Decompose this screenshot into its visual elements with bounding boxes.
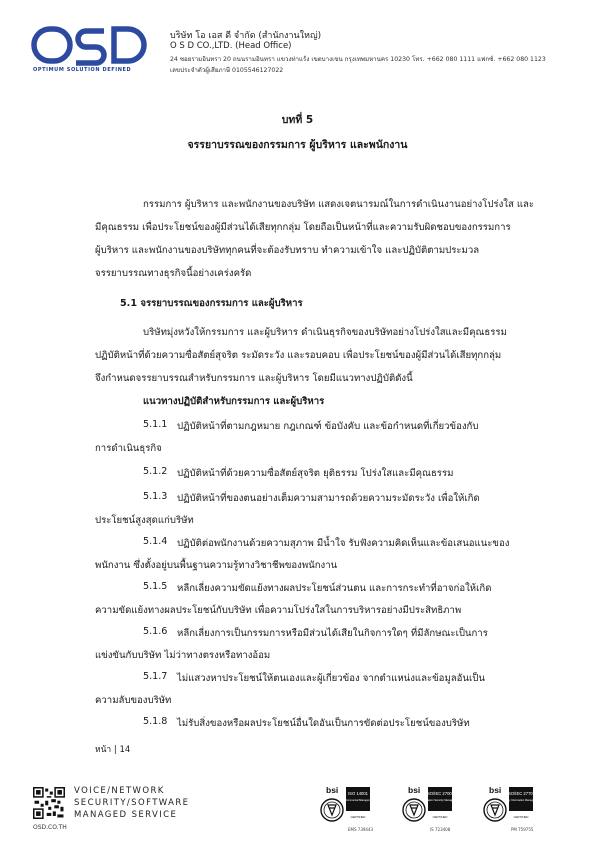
item-number: 5.1.6 (143, 626, 168, 637)
intro-line: มีคุณธรรม เพื่อประโยชน์ของผู้มีส่วนได้เสียทุกกลุ่ม โดยถือเป็นหน้าที่และความรับผิดชอบของกรรมการ (95, 222, 511, 233)
item-number: 5.1.1 (143, 419, 168, 430)
cert-number: PM 759755 (511, 827, 534, 832)
section-para-line: บริษัทมุ่งหวังให้กรรมการ และผู้บริหาร ดำเนินธุรกิจของบริษัทอย่างโปร่งใสและมีคุณธรรม (143, 327, 507, 338)
item-number: 5.1.5 (143, 581, 168, 592)
chapter-title: จรรยาบรรณของกรรมการ ผู้บริหาร และพนักงาน (187, 139, 408, 151)
section-para-line: ปฏิบัติหน้าที่ด้วยความซื่อสัตย์สุจริต ระมัดระวัง และรอบคอบ เพื่อประโยชน์ของผู้มีส่วนได้เสียทุกกลุ่ม (95, 350, 502, 361)
osd-logo (30, 24, 148, 66)
service-line: SECURITY/SOFTWARE (74, 798, 190, 808)
section-para-line: จึงกำหนดจรรยาบรรณสำหรับกรรมการ และผู้บริหาร โดยมีแนวทางปฏิบัติดังนี้ (95, 373, 413, 384)
cert-standard: ISO/IEC 27701 (506, 791, 536, 796)
item-number: 5.1.2 (143, 466, 168, 477)
bsi-kitemark-icon (400, 785, 460, 825)
item-number: 5.1.8 (143, 716, 168, 727)
cert-brand: bsi (408, 785, 421, 795)
website-text: OSD.CO.TH (33, 824, 67, 831)
page-number: หน้า | 14 (95, 745, 131, 755)
company-name-en: O S D CO.,LTD. (Head Office) (170, 41, 292, 51)
item-text: ปฏิบัติหน้าที่ของตนอย่างเต็มความสามารถด้วยความระมัดระวัง เพื่อให้เกิด (177, 493, 480, 504)
item-text-cont: แข่งขันกับบริษัท ไม่ว่าทางตรงหรือทางอ้อม (95, 650, 271, 661)
item-number: 5.1.3 (143, 491, 168, 502)
tax-id: เลขประจำตัวผู้เสียภาษี 0105546127022 (170, 67, 284, 74)
guideline-heading: แนวทางปฏิบัติสำหรับกรรมการ และผู้บริหาร (143, 396, 325, 407)
item-text: หลีกเลี่ยงการเป็นกรรมการหรือมีส่วนได้เสียในกิจการใดๆ ที่มีลักษณะเป็นการ (177, 628, 488, 639)
bsi-kitemark-icon (318, 785, 375, 825)
item-text-cont: การดำเนินธุรกิจ (95, 443, 162, 454)
item-text: ปฏิบัติหน้าที่ด้วยความซื่อสัตย์สุจริต ยุติธรรม โปร่งใสและมีคุณธรรม (177, 468, 454, 479)
item-number: 5.1.7 (143, 671, 168, 682)
cert-certified-label: CERTIFIED (350, 815, 366, 819)
item-text: หลีกเลี่ยงความขัดแย้งทางผลประโยชน์ส่วนตน และการกระทำที่อาจก่อให้เกิด (177, 583, 492, 594)
bsi-kitemark-icon (481, 785, 541, 825)
cert-certified-label: CERTIFIED (432, 815, 448, 819)
item-number: 5.1.4 (143, 536, 168, 547)
item-text: ไม่รับสิ่งของหรือผลประโยชน์อื่นใดอันเป็นการขัดต่อประโยชน์ของบริษัท (177, 718, 470, 729)
qr-code-icon (33, 787, 65, 819)
cert-number: EMS 739443 (348, 827, 374, 832)
item-text: ปฏิบัติต่อพนักงานด้วยความสุภาพ มีน้ำใจ รับฟังความคิดเห็นและข้อเสนอแนะของ (177, 538, 510, 549)
logo-tagline: OPTIMUM SOLUTION DEFINED (33, 67, 132, 73)
intro-line: จรรยาบรรณทางธุรกิจนี้อย่างเคร่งครัด (95, 268, 252, 279)
cert-standard: ISO/IEC 27001 (425, 791, 455, 796)
item-text: ปฏิบัติหน้าที่ตามกฎหมาย กฎเกณฑ์ ข้อบังคับ และข้อกำหนดที่เกี่ยวข้องกับ (177, 421, 479, 432)
item-text: ไม่แสวงหาประโยชน์ให้ตนเองและผู้เกี่ยวข้อง จากตำแหน่งและข้อมูลอันเป็น (177, 673, 485, 684)
service-line: VOICE/NETWORK (74, 786, 165, 796)
cert-brand: bsi (326, 785, 339, 795)
cert-certified-label: CERTIFIED (513, 815, 529, 819)
cert-number: IS 723408 (430, 827, 451, 832)
item-text-cont: ความขัดแย้งทางผลประโยชน์กับบริษัท เพื่อความโปร่งใสในการบริหารอย่างมีประสิทธิภาพ (95, 605, 462, 616)
company-name-th: บริษัท โอ เอส ดี จำกัด (สำนักงานใหญ่) (170, 31, 322, 41)
cert-description: Environmental Management (341, 799, 375, 802)
intro-line: กรรมการ ผู้บริหาร และพนักงานของบริษัท แสดงเจตนารมณ์ในการดำเนินงานอย่างโปร่งใส และ (143, 199, 535, 210)
section-heading: 5.1 จรรยาบรรณของกรรมการ และผู้บริหาร (120, 298, 303, 309)
cert-description: Information Security Management (420, 799, 460, 802)
company-address: 24 ซอยรามอินทรา 20 ถนนรามอินทรา แขวงท่าแร้ง เขตบางเขน กรุงเทพมหานคร 10230 โทร. +662 080 1111 แฟกซ์. +662 080 1123 (170, 56, 546, 63)
cert-standard: ISO 14001 (347, 791, 369, 796)
item-text-cont: ประโยชน์สูงสุดแก่บริษัท (95, 515, 194, 526)
cert-description: Privacy Information Management (501, 799, 541, 802)
intro-line: ผู้บริหาร และพนักงานของบริษัททุกคนที่จะต้องรับทราบ ทำความเข้าใจ และปฏิบัติตามประมวล (95, 245, 480, 256)
chapter-label: บทที่ 5 (281, 114, 314, 126)
item-text-cont: พนักงาน ซึ่งตั้งอยู่บนพื้นฐานความรู้ทางวิชาชีพของพนักงาน (95, 560, 338, 571)
item-text-cont: ความลับของบริษัท (95, 695, 172, 706)
service-line: MANAGED SERVICE (74, 810, 178, 820)
cert-brand: bsi (489, 785, 502, 795)
